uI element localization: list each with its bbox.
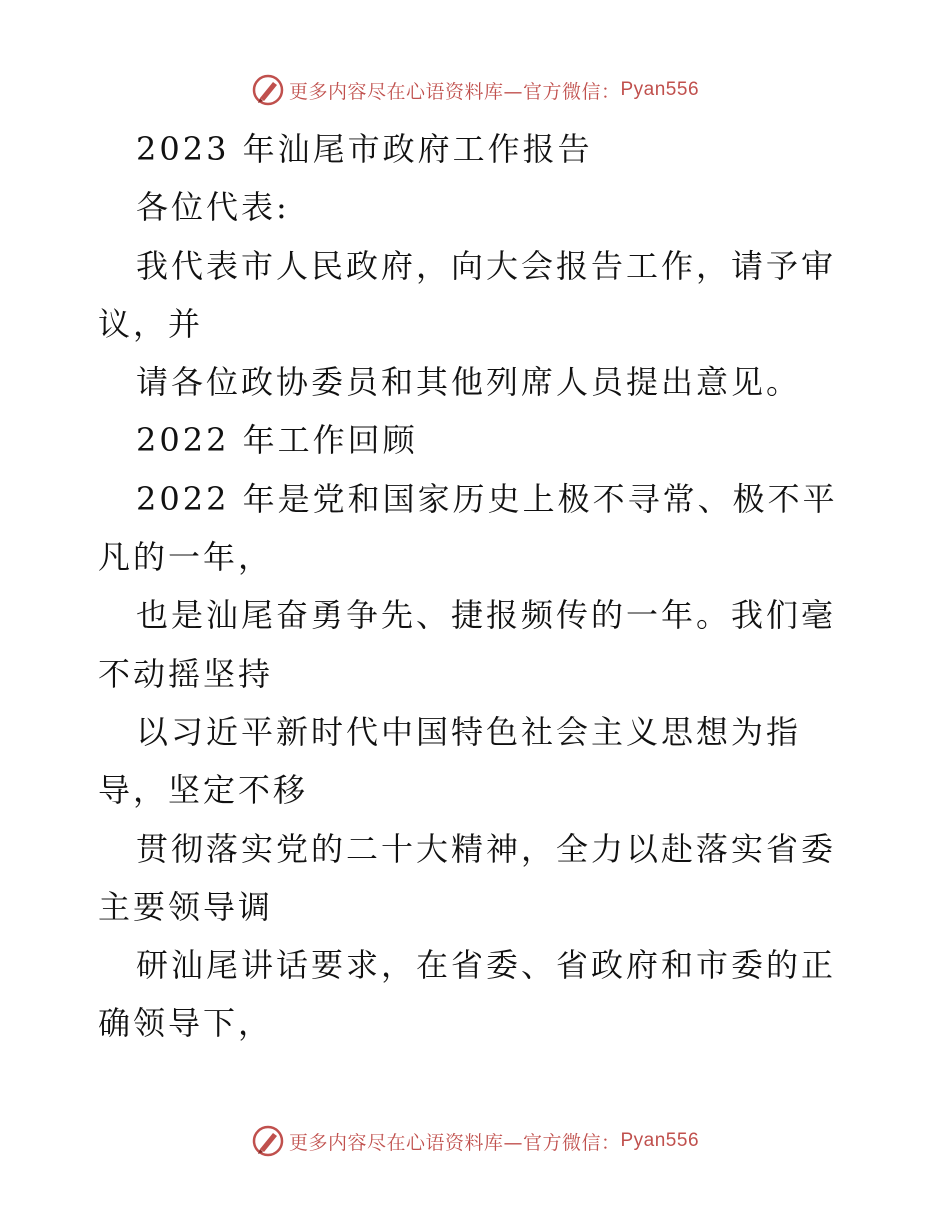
pen-logo-icon xyxy=(251,73,285,107)
paragraph-2: 请各位政协委员和其他列席人员提出意见。 xyxy=(136,363,802,402)
pen-logo-icon xyxy=(251,1124,285,1158)
watermark-text: 更多内容尽在心语资料库—官方微信： xyxy=(288,1131,621,1154)
document-title: 2023 年汕尾市政府工作报告 xyxy=(136,130,593,168)
paragraph-5: 以习近平新时代中国特色社会主义思想为指导，坚定不移 xyxy=(98,712,802,810)
salutation: 各位代表: xyxy=(136,188,290,227)
paragraph-7: 研汕尾讲话要求，在省委、省政府和市委的正确领导下， xyxy=(98,946,837,1043)
section-heading: 2022 年工作回顾 xyxy=(136,421,418,460)
document-body xyxy=(98,120,858,1053)
paragraph-1: 我代表市人民政府，向大会报告工作，请予审议，并 xyxy=(98,246,837,343)
watermark-id: Pyan556 xyxy=(620,79,700,100)
watermark-id: Pyan556 xyxy=(620,1130,700,1151)
watermark-text: 更多内容尽在心语资料库—官方微信： xyxy=(288,80,621,103)
footer-watermark xyxy=(0,1124,950,1158)
paragraph-6: 贯彻落实党的二十大精神，全力以赴落实省委主要领导调 xyxy=(98,829,837,926)
header-watermark xyxy=(0,73,950,107)
paragraph-3: 2022 年是党和国家历史上极不寻常、极不平凡的一年， xyxy=(98,479,838,577)
paragraph-4: 也是汕尾奋勇争先、捷报频传的一年。我们毫不动摇坚持 xyxy=(98,596,837,693)
